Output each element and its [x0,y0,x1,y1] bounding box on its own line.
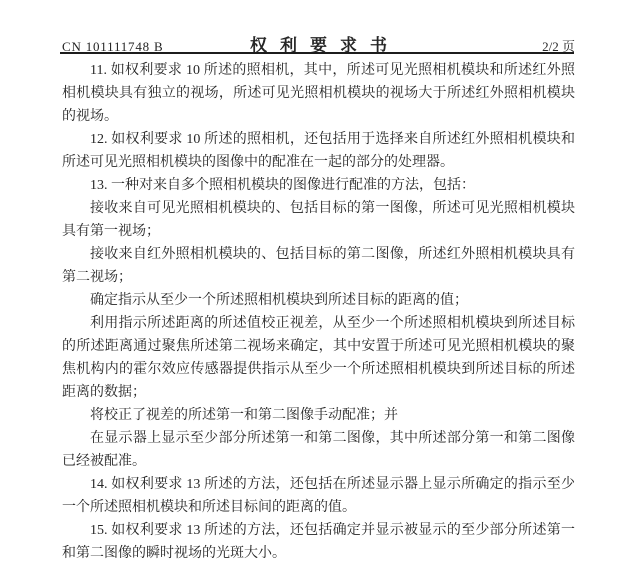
claim-paragraph: 12. 如权利要求 10 所述的照相机，还包括用于选择来自所述红外照相机模块和所述可见光照相机模块的图像中的配准在一起的部分的处理器。 [62,128,575,174]
claim-paragraph: 在显示器上显示至少部分所述第一和第二图像，其中所述部分第一和第二图像已经被配准。 [62,427,575,473]
claims-body [62,59,575,565]
page-title: 权利要求书 [250,31,400,56]
page-indicator: 2/2 页 [387,36,575,55]
document-number: CN 101111748 B [62,39,250,55]
claim-paragraph: 将校正了视差的所述第一和第二图像手动配准；并 [62,404,575,427]
header-divider [60,52,574,54]
claim-paragraph: 11. 如权利要求 10 所述的照相机，其中，所述可见光照相机模块和所述红外照相机模块具有独立的视场，所述可见光照相机模块的视场大于所述红外照相机模块的视场。 [62,59,575,128]
claim-paragraph: 确定指示从至少一个所述照相机模块到所述目标的距离的值； [62,289,575,312]
claim-paragraph: 利用指示所述距离的所述值校正视差，从至少一个所述照相机模块到所述目标的所述距离通过聚焦所述第二视场来确定，其中安置于所述可见光照相机模块的聚焦机构内的霍尔效应传感器提供指示从至少一个所述照相机模块到所述目标的所述距离的数据； [62,312,575,404]
claim-paragraph: 15. 如权利要求 13 所述的方法，还包括确定并显示被显示的至少部分所述第一和第二图像的瞬时视场的光斑大小。 [62,519,575,565]
claim-paragraph: 接收来自红外照相机模块的、包括目标的第二图像，所述红外照相机模块具有第二视场； [62,243,575,289]
claim-paragraph: 13. 一种对来自多个照相机模块的图像进行配准的方法，包括： [62,174,575,197]
claim-paragraph: 接收来自可见光照相机模块的、包括目标的第一图像，所述可见光照相机模块具有第一视场； [62,197,575,243]
claim-paragraph: 14. 如权利要求 13 所述的方法，还包括在所述显示器上显示所确定的指示至少一个所述照相机模块和所述目标间的距离的值。 [62,473,575,519]
